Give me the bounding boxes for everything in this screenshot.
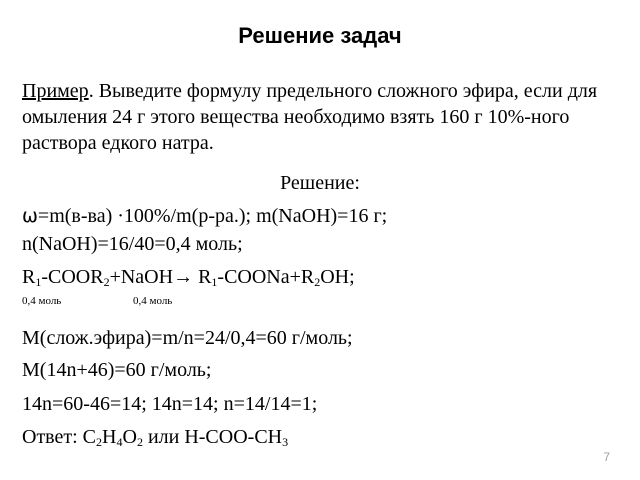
reaction-equation [22, 264, 355, 290]
calc-line-1: M(слож.эфира)=m/n=24/0,4=60 г/моль; [22, 327, 353, 349]
slide-title: Решение задач [238, 23, 402, 48]
reaction-subscript: 2 [314, 275, 321, 289]
reaction-subscript: 1 [35, 275, 42, 289]
formula-line-2: n(NaOH)=16/40=0,4 моль; [22, 233, 243, 255]
reaction-subscript: 1 [211, 275, 218, 289]
answer-subscript: 4 [116, 435, 123, 449]
answer-subscript: 2 [136, 435, 143, 449]
reaction-part: R [22, 266, 36, 288]
answer-part: O [122, 426, 137, 448]
calc-line-3: 14n=60-46=14; 14n=14; n=14/14=1; [22, 393, 318, 415]
formula-line-1 [22, 203, 387, 229]
answer-part: H [102, 426, 117, 448]
reaction-part: -COOR [41, 266, 104, 288]
moles-label-second: 0,4 моль [133, 295, 173, 307]
reaction-part: -COONa+R [217, 266, 315, 288]
problem-label: Пример [22, 80, 89, 102]
problem-statement [22, 78, 632, 156]
moles-label-first: 0,4 моль [22, 295, 62, 307]
formula-line-1-text: =m(в-ва) ·100%/m(р-ра.); m(NaOH)=16 г; [37, 205, 388, 227]
answer-part: или H-COO-CH [142, 426, 283, 448]
answer-part: Ответ: C [22, 426, 97, 448]
page-number: 7 [603, 450, 610, 464]
omega-symbol: ω [22, 205, 38, 227]
reaction-subscript: 2 [103, 275, 110, 289]
calc-line-2: M(14n+46)=60 г/моль; [22, 359, 212, 381]
answer-subscript: 2 [96, 435, 103, 449]
reaction-part: OH; [320, 266, 355, 288]
answer-line [22, 424, 288, 450]
problem-text: . Выведите формулу предельного сложного эфира, если для омыления 24 г этого вещества необходимо взять 160 г 10%-ного раствора едкого натра. [22, 80, 598, 154]
reaction-part: +NaOH→ R [109, 266, 212, 288]
solution-heading: Решение: [280, 172, 360, 194]
answer-subscript: 3 [282, 435, 289, 449]
